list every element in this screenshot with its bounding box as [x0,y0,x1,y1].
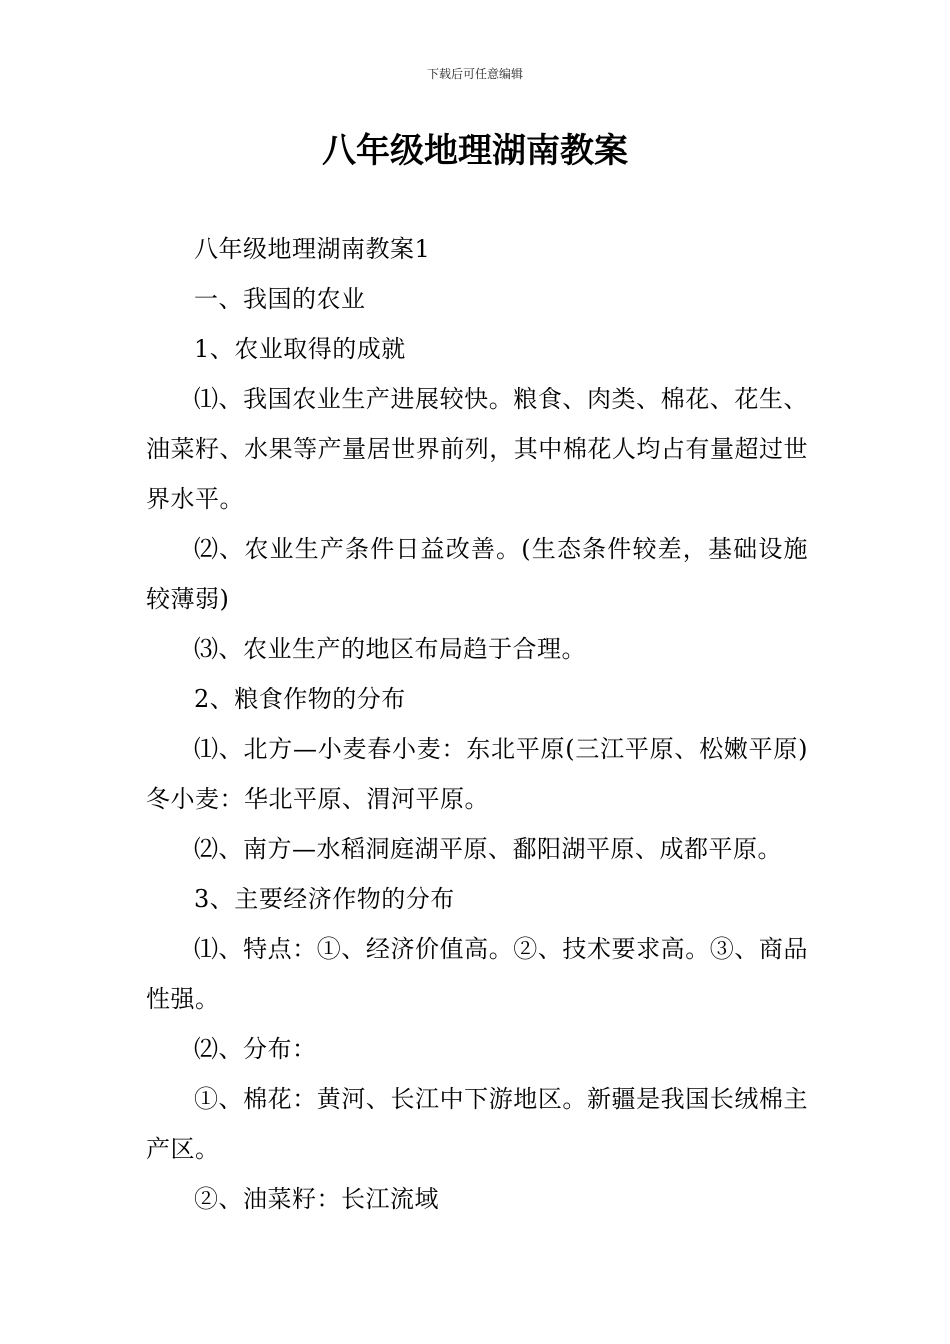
document-title: 八年级地理湖南教案 [322,131,628,171]
paragraph-cash-crops-features: ⑴、特点：①、经济价值高。②、技术要求高。③、商品性强。 [146,935,808,1013]
paragraph-lesson-heading: 八年级地理湖南教案1 [194,235,431,263]
paragraph-grain-south: ⑵、南方—水稻洞庭湖平原、鄱阳湖平原、成都平原。 [194,835,782,863]
paragraph-achievement-1: ⑴、我国农业生产进展较快。粮食、肉类、棉花、花生、油菜籽、水果等产量居世界前列，其中棉花人均占有量超过世界水平。 [146,385,808,513]
paragraph-cash-crops-distribution: ⑵、分布： [194,1035,317,1063]
paragraph-rapeseed: ②、油菜籽：长江流域 [194,1185,439,1213]
paragraph-achievement-2: ⑵、农业生产条件日益改善。(生态条件较差，基础设施较薄弱) [146,535,808,613]
paragraph-grain-north: ⑴、北方—小麦春小麦：东北平原(三江平原、松嫩平原)冬小麦：华北平原、渭河平原。 [146,735,808,813]
paragraph-cotton: ①、棉花：黄河、长江中下游地区。新疆是我国长绒棉主产区。 [146,1085,808,1163]
paragraph-subsection-achievements: 1、农业取得的成就 [194,335,406,363]
paragraph-subsection-cash-crops: 3、主要经济作物的分布 [194,885,455,913]
paragraph-section-agriculture: 一、我国的农业 [194,285,366,313]
document-body [146,224,808,1224]
header-note: 下载后可任意编辑 [426,67,523,81]
paragraph-subsection-grain: 2、粮食作物的分布 [194,685,406,713]
paragraph-achievement-3: ⑶、农业生产的地区布局趋于合理。 [194,635,586,663]
